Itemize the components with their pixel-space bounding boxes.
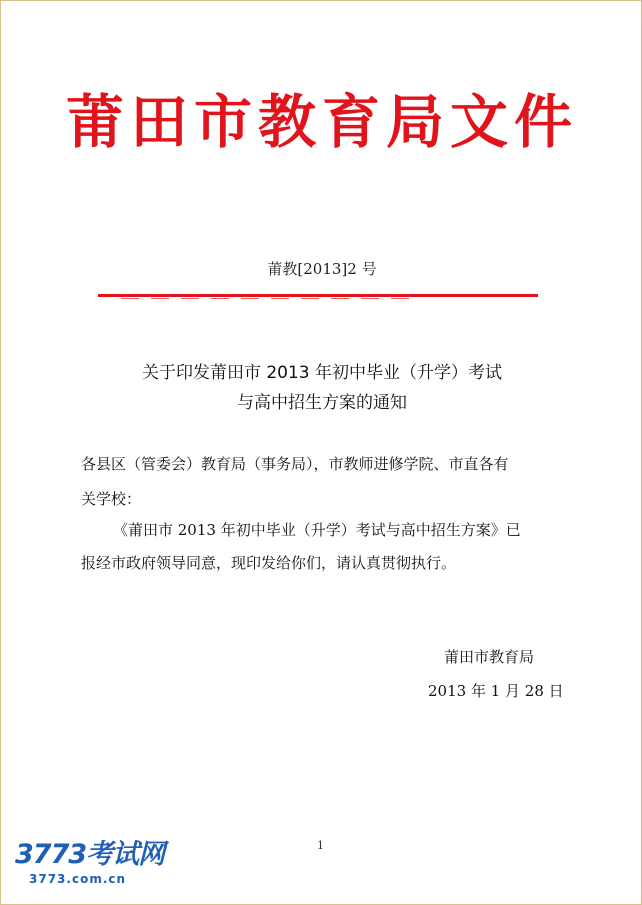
signature-date: 2013 年 1 月 28 日	[428, 682, 564, 700]
masthead-title: 莆田市教育局文件	[65, 88, 578, 156]
red-divider-rule	[98, 294, 538, 297]
addressee-line-2: 关学校：	[81, 490, 142, 508]
document-number: 莆教[2013]2 号	[267, 260, 377, 278]
body-line-2: 报经市政府领导同意，现印发给你们，请认真贯彻执行。	[81, 554, 457, 572]
page-number: 1	[317, 839, 324, 852]
signature-organization: 莆田市教育局	[444, 648, 535, 666]
watermark-brand: 3773考试网	[15, 839, 165, 870]
notice-title-line-2: 与高中招生方案的通知	[237, 393, 407, 413]
red-divider-shadow	[121, 298, 411, 299]
watermark-logo	[15, 841, 175, 891]
notice-title-line-1: 关于印发莆田市 2013 年初中毕业（升学）考试	[141, 363, 503, 383]
watermark-url: 3773.com.cn	[29, 872, 127, 886]
body-line-1: 《莆田市 2013 年初中毕业（升学）考试与高中招生方案》已	[113, 521, 521, 539]
addressee-line-1: 各县区（管委会）教育局（事务局），市教师进修学院、市直各有	[81, 455, 509, 473]
